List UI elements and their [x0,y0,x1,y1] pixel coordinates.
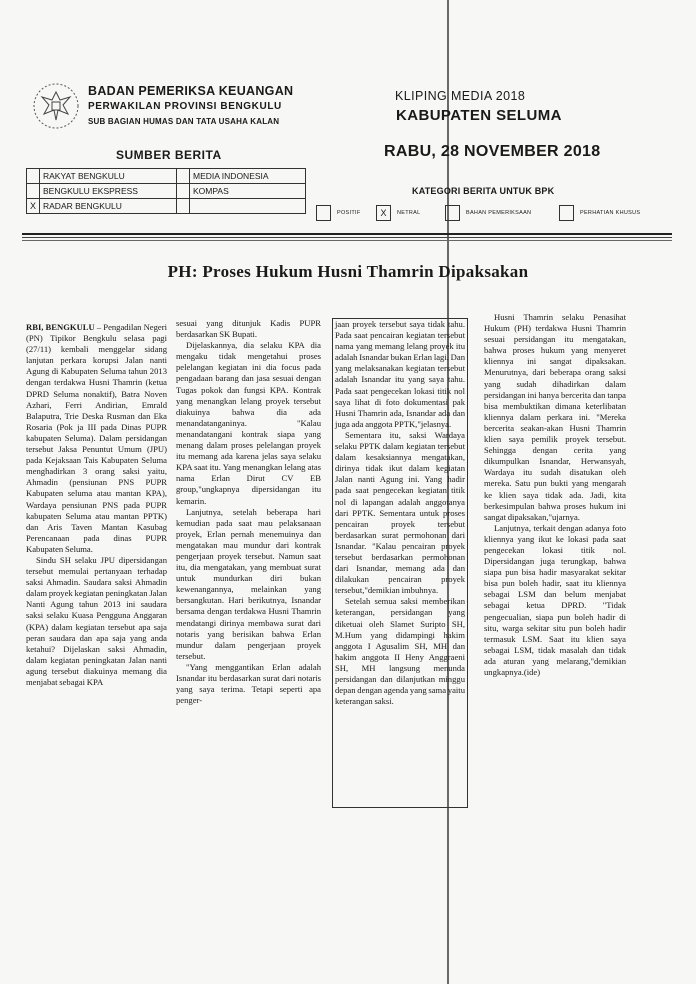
article-paragraph: sesuai yang ditunjuk Kadis PUPR berdasarkan SK Bupati. [176,318,321,340]
source-check [177,169,190,184]
category-label-bahan-pemeriksaan: BAHAN PEMERIKSAAN [466,210,532,216]
article-column-2 [176,318,321,706]
org-province: PERWAKILAN PROVINSI BENGKULU [88,101,282,112]
source-table [26,168,306,214]
source-row [27,199,306,214]
article-column-1 [26,322,167,688]
article-paragraph: Setelah semua saksi memberikan keterangan, persidangan yang diketuai oleh Slamet Suripto SH, M.Hum yang didampingi hakim anggota I Agusalim SH, MH dan hakim anggota II Heny Anggraeni SH, MH langsung menunda persidangan dan dilanjutkan minggu depan dengan agenda yang sama yaitu keterangan saksi. [335,596,465,707]
source-name: RADAR BENGKULU [40,199,177,214]
source-check [27,169,40,184]
publish-date: RABU, 28 NOVEMBER 2018 [384,143,601,160]
source-row [27,169,306,184]
kliping-title: KLIPING MEDIA 2018 [395,89,526,103]
article-headline: PH: Proses Hukum Husni Thamrin Dipaksakan [167,262,529,281]
header-rule [22,240,672,241]
article-paragraph: Lanjutnya, setelah beberapa hari kemudian pada saat mau pelaksanaan proyek, Erlan pernah menemuinya dan mengatakan mau mundur dari kontrak pengerjaan proyek tersebut. Namun saat itu, dia mengatakan, yang membuat surat untuk mundurkan diri bukan kewenangannya, melainkan yang bersangkutan. Hari berikutnya, Isnandar bersama dengan terdakwa Husni Thamrin mendatangi dirinya membawa surat dari notaris yang berisikan bahwa Erlan mundur dalam pengerjaan proyek tersebut. [176,506,321,661]
source-name [190,199,306,214]
article-paragraph [26,322,167,555]
source-name: BENGKULU EKSPRESS [40,184,177,199]
source-name: KOMPAS [190,184,306,199]
article-paragraph: Husni Thamrin selaku Penasihat Hukum (PH) terdakwa Husni Thamrin sesuai persidangan itu mengatakan, bahwa proses hukum yang menyeret kliennya ini sangat dipaksakan. Menurutnya, dari beberapa orang saksi yang sudah dihadirkan dalam persidangan ini hanya bercerita dan tanpa bisa membuktikan dimana keterlibatan kliennya dalam perkara ini. "Mereka bercerita seakan-akan Husni Thamrin klien saya pemilik proyek tersebut. Sehingga dengan cerita yang dikumpulkan Isnandar, Herwansyah, Wardaya itu sudah disatukan oleh mereka. Satu pun bukti yang mengarah ke klien saya tidak ada. Jadi, kita berkesimpulan bahwa proses hukum ini sangat dipaksakan,"ujarnya. [484,312,626,522]
category-label-perhatian-khusus: PERHATIAN KHUSUS [580,210,641,216]
category-checkbox-bahan-pemeriksaan [445,205,460,221]
article-text: – Pengadilan Negeri (PN) Tipikor Bengkulu selasa pagi (27/11) kembali menggelar sidang lanjutan perkara korupsi Jalan nanti Agung di Kabupaten Seluma tahun 2013 dengan terdakwa Husni Thamrin (ketua DPRD Seluma nonaktif), Batra Noven Azhari, Ferri Andirian, Emrald Balaputra, Trie Deska Rusman dan Eka Rosaria (Pok ja III pada Dinas PUPR kabupaten Seluma). Dalam persidangan tersebut Jaksa Penuntut Umum (JPU) pada Kejaksaan Tais Kabupaten Seluma menghadirkan 3 orang saksi yaitu, Ahmadin (pensiunan PNS PUPR Kabupaten seluma atau mantan KPA), Wardaya pensiunan PNS pada PUPR kabupaten Seluma atau mantan PPTK) dan Aris Taven Mantan Kasubag Perencanaan pada dinas PUPR Kabupaten Seluma. [26,322,167,554]
source-check: X [27,199,40,214]
article-paragraph: jaan proyek tersebut saya tidak tahu. Pada saat pencairan kegiatan tersebut nama yang memang lelang proyek itu adalah Isnandar bukan Erlan lagi. Dan yang melaksanakan kegiatan tersebut adalah Isnandar itu yang saya tahu. Pada saat pengecekan lokasi titik nol saya lihat di foto dokumentasi pak Husni Thamrin ada, Isnandar ada dan juga ada anggota PPTK,"jelasnya. [335,319,465,429]
article-paragraph: Sementara itu, saksi Wardaya selaku PPTK dalam kegiatan tersebut dalam kesaksiannya mengatakan, dirinya tidak ikut dalam kegiatan Jalan nanti Agung ini. Yang hadir pada saat pengecekan kegiatan titik nol di lapangan adalah anggotanya dari PPTK. Sementara untuk proses pencairan proyek tersebut berdasarkan surat permohonan dari Isnandar. "Kalau pencairan proyek tersebut berdasarkan permohonan dari Isnandar, memang ada dan dilakukan pencairan proyek tersebut,"demikian imbuhnya. [335,429,465,596]
source-name: MEDIA INDONESIA [190,169,306,184]
article-paragraph: Sindu SH selaku JPU dipersidangan tersebut memulai pertanyaan terhadap saksi Ahmadin. Saudara saksi Ahmadin dalam proyek kegiatan peningkatan Jalan Nanti Agung tahun 2013 ini saudara saksi selaku Kuasa Pengguna Anggaran (KPA) dalam kegiatan tersebut apa saja peran saudara dan apa saja yang anda ketahui? Dijelaskan saksi Ahmadin, dalam kegiatan peningkatan Jalan nanti agung tersebut diakuinya memang dia menjabat sebagai KPA [26,554,167,687]
category-label-positif: POSITIF [337,210,361,216]
category-checkbox-perhatian-khusus [559,205,574,221]
article-dateline: RBI, BENGKULU [26,322,95,332]
kategori-label: KATEGORI BERITA UNTUK BPK [412,186,555,196]
article-column-3 [332,318,468,808]
source-check [27,184,40,199]
article-column-4 [484,312,626,678]
category-checkbox-netral: X [376,205,391,221]
source-check [177,184,190,199]
kabupaten-title: KABUPATEN SELUMA [396,107,562,124]
org-division: SUB BAGIAN HUMAS DAN TATA USAHA KALAN [88,117,280,126]
category-checkbox-positif [316,205,331,221]
article-paragraph: "Yang menggantikan Erlan adalah Isnandar itu berdasarkan surat dari notaris yang saya terima. Tetapi seperti apa penger- [176,661,321,706]
source-check [177,199,190,214]
article-paragraph: Dijelaskannya, dia selaku KPA dia mengaku tidak mengetahui proses pelelangan kegiatan ini dia focus pada pengadaan barang dan jasa sesuai dengan Tugas pokok dan fungsi KPA. Kontrak yang menangkan lelang proyek tersebut diakuinya bahwa dia ada menandatanganinya. "Kalau menandatangani kontrak siapa yang menang dalam proses pelelangan proyek itu memang ada karena jelas saya selaku KPA saat itu. Yang menangkan lelang atas nama Erlan Dirut CV EB group,"ungkapnya dipersidangan itu kemarin. [176,340,321,506]
sumber-berita-label: SUMBER BERITA [116,148,222,162]
source-name: RAKYAT BENGKULU [40,169,177,184]
garuda-emblem-icon [30,80,82,132]
source-row [27,184,306,199]
header-rule [22,233,672,235]
article-paragraph: Lanjutnya, terkait dengan adanya foto kliennya yang ikut ke lokasi pada saat pengecekan lokasi titik nol. Dipersidangan juga terungkap, bahwa siapa pun bisa hadir masyarakat sekitar bisa pun boleh hadir, saat itu kliennya sebagai LSM dan belum menjabat sebagai ketua DPRD. "Tidak pengecualian, siapa pun boleh hadir di situ, warga sekitar situ pun boleh hadir termasuk LSM. Saat itu klien saya sebagai LSM, tidak masalah dan tidak ada aturan yang melarang,"demikian ungkapnya.(ide) [484,522,626,677]
category-label-netral: NETRAL [397,210,421,216]
header-rule [22,237,672,238]
org-name: BADAN PEMERIKSA KEUANGAN [88,84,294,98]
